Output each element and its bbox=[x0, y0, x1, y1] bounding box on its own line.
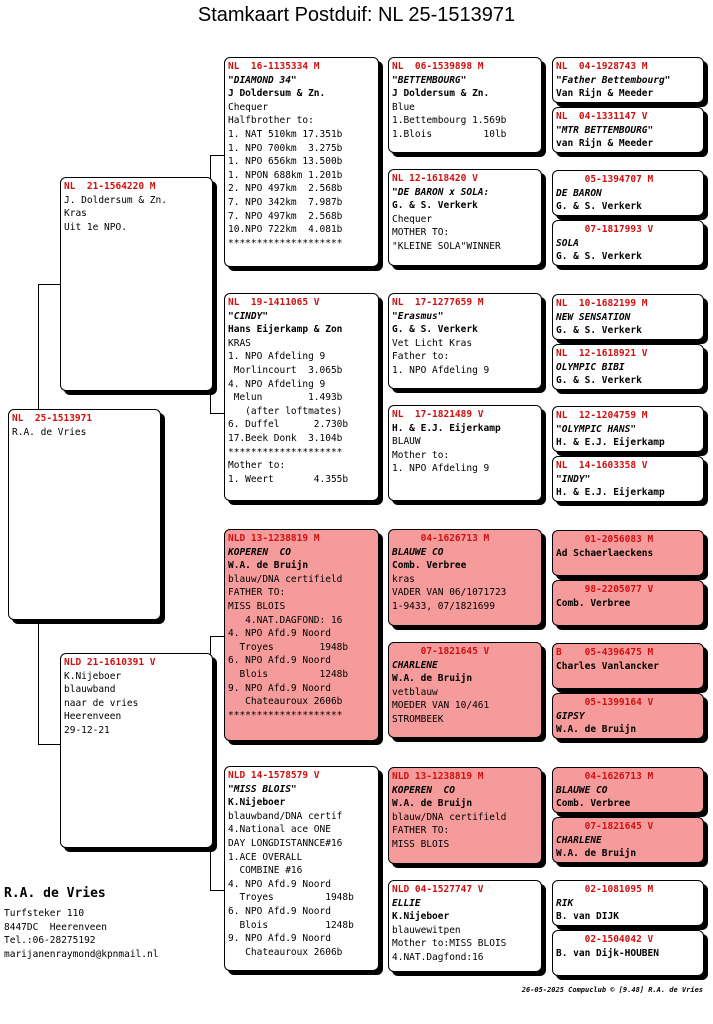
card-line: 9. NPO Afd.9 Noord bbox=[228, 682, 331, 694]
card-line: 1. NPO Afdeling 9 bbox=[392, 463, 490, 475]
card-line: OLYMPIC BIBI bbox=[556, 361, 625, 373]
ring-number: 04-1626713 M bbox=[392, 533, 490, 544]
card-line: G. & S. Verkerk bbox=[556, 251, 642, 263]
pedigree-card-dam-sire[interactable] bbox=[224, 529, 379, 741]
card-line: 1. Weert 4.355b bbox=[228, 473, 349, 485]
card-line: 17.Beek Donk 3.104b bbox=[228, 432, 343, 444]
card-line: K.Nijeboer bbox=[228, 797, 286, 809]
card-line: Blue bbox=[392, 101, 415, 113]
ring-number: 02-1081095 M bbox=[556, 884, 654, 895]
card-line: 4.NAT.Dagfond:16 bbox=[392, 951, 484, 963]
connector bbox=[38, 744, 60, 745]
card-line: STROMBEEK bbox=[392, 713, 444, 725]
ring-number: 04-1626713 M bbox=[556, 771, 654, 782]
ring-number: NL 17-1821489 V bbox=[392, 409, 484, 420]
card-line: 1. NPO Afdeling 9 bbox=[228, 351, 326, 363]
ring-number: NLD 21-1610391 V bbox=[64, 657, 156, 668]
card-line: KOPEREN CO bbox=[228, 546, 291, 558]
card-line: "DIAMOND 34" bbox=[228, 74, 297, 86]
card-line: Melun 1.493b bbox=[228, 392, 343, 404]
card-line: Kras bbox=[64, 208, 87, 220]
card-line: 6. NPO Afd.9 Noord bbox=[228, 905, 331, 917]
card-line: KRAS bbox=[228, 337, 251, 349]
card-line: KOPEREN CO bbox=[392, 784, 455, 796]
card-line: blauwband bbox=[64, 684, 116, 696]
ring-number: NLD 04-1527747 V bbox=[392, 884, 484, 895]
card-line: 9. NPO Afd.9 Noord bbox=[228, 933, 331, 945]
pedigree-card-ss-dam[interactable] bbox=[388, 169, 542, 266]
connector bbox=[38, 284, 60, 285]
pedigree-card-gen4[interactable] bbox=[552, 344, 704, 390]
card-line: 1.Blois 10lb bbox=[392, 128, 507, 140]
card-line: H. & E.J. Eijerkamp bbox=[556, 487, 665, 499]
card-line: ELLIE bbox=[392, 897, 421, 909]
card-line: "MISS BLOIS" bbox=[228, 783, 297, 795]
card-line: W.A. de Bruijn bbox=[392, 673, 473, 685]
card-line: (after loftmates) bbox=[228, 405, 343, 417]
ring-number: 98-2205077 V bbox=[556, 584, 654, 595]
card-line: W.A. de Bruijn bbox=[556, 848, 637, 860]
card-line: ******************** bbox=[228, 709, 343, 721]
card-line: kras bbox=[392, 573, 415, 585]
ring-number: 01-2056083 M bbox=[556, 534, 654, 545]
card-line: Father to: bbox=[392, 351, 450, 363]
card-line: BLAUWE CO bbox=[556, 784, 608, 796]
card-line: Van Rijn & Meeder bbox=[556, 88, 654, 100]
card-line: Blois 1248b bbox=[228, 919, 354, 931]
ring-number: NLD 14-1578579 V bbox=[228, 770, 320, 781]
ring-number: NL 04-1928743 M bbox=[556, 61, 648, 72]
page-title: Stamkaart Postduif: NL 25-1513971 bbox=[197, 4, 516, 26]
card-line: G. & S. Verkerk bbox=[556, 375, 642, 387]
ring-number: 05-1394707 M bbox=[556, 174, 654, 185]
ring-number: 07-1817993 V bbox=[556, 224, 654, 235]
owner-block bbox=[4, 886, 158, 961]
pedigree-card-gen4[interactable] bbox=[552, 817, 704, 863]
ring-number: NLD 13-1238819 M bbox=[228, 533, 320, 544]
card-line: FATHER TO: bbox=[228, 587, 286, 599]
card-line: Comb. Verbree bbox=[556, 798, 631, 810]
card-line: RIK bbox=[556, 897, 574, 909]
card-line: "Father Bettembourg" bbox=[556, 74, 671, 86]
card-line: "BETTEMBOURG" bbox=[392, 74, 467, 86]
card-line: NEW SENSATION bbox=[556, 311, 631, 323]
card-line: G. & S. Verkerk bbox=[556, 201, 642, 213]
card-line: Morlincourt 3.065b bbox=[228, 364, 343, 376]
card-line: van Rijn & Meeder bbox=[556, 138, 654, 150]
card-line: W.A. de Bruijn bbox=[556, 724, 637, 736]
card-line: Halfbrother to: bbox=[228, 115, 314, 127]
pedigree-card-gen4[interactable] bbox=[552, 170, 704, 216]
ring-number: NL 04-1331147 V bbox=[556, 111, 648, 122]
card-line: K.Nijeboer bbox=[64, 670, 122, 682]
card-line: 1. NPO 700km 3.275b bbox=[228, 142, 343, 154]
card-line: 7. NPO 497km 2.568b bbox=[228, 210, 343, 222]
card-line: 4. NPO Afdeling 9 bbox=[228, 378, 326, 390]
card-line: blauw/DNA certifield bbox=[392, 811, 507, 823]
pedigree-card-sire-dam[interactable] bbox=[224, 293, 379, 501]
card-line: 1. NPON 688km 1.201b bbox=[228, 169, 343, 181]
card-line: 6. Duffel 2.730b bbox=[228, 419, 349, 431]
connector bbox=[210, 636, 224, 637]
card-line: 1.Bettembourg 1.569b bbox=[392, 115, 507, 127]
card-line: 1. NPO Afdeling 9 bbox=[392, 364, 490, 376]
card-line: VADER VAN 06/1071723 bbox=[392, 587, 507, 599]
card-line: MOTHER TO: bbox=[392, 227, 450, 239]
card-line: COMBINE #16 bbox=[228, 865, 303, 877]
card-line: G. & S. Verkerk bbox=[392, 200, 478, 212]
card-line: Chequer bbox=[392, 213, 433, 225]
card-line: 4.NAT.DAGFOND: 16 bbox=[228, 614, 343, 626]
card-line: J. Doldersum & Zn. bbox=[64, 194, 167, 206]
card-line: 1. NAT 510km 17.351b bbox=[228, 128, 343, 140]
card-line: blauwewitpen bbox=[392, 924, 461, 936]
card-line: 1.ACE OVERALL bbox=[228, 851, 303, 863]
card-line: 1-9433, 07/1821699 bbox=[392, 600, 495, 612]
card-line: Chequer bbox=[228, 101, 269, 113]
connector bbox=[210, 890, 224, 891]
card-line: CHARLENE bbox=[392, 659, 438, 671]
pedigree-card-gen4[interactable] bbox=[552, 693, 704, 739]
card-line: Hans Eijerkamp & Zon bbox=[228, 324, 343, 336]
card-line: K.Nijeboer bbox=[392, 911, 450, 923]
card-line: FATHER TO: bbox=[392, 825, 450, 837]
ring-number: NL 17-1277659 M bbox=[392, 297, 484, 308]
pedigree-card-dam-dam[interactable] bbox=[224, 766, 379, 971]
card-line: "MTR BETTEMBOURG" bbox=[556, 124, 654, 136]
pedigree-card-gen4[interactable] bbox=[552, 580, 704, 626]
ring-number: B 05-4396475 M bbox=[556, 647, 654, 658]
pedigree-card-gen4[interactable] bbox=[552, 107, 704, 153]
card-line: DAY LONGDISTANNCE#16 bbox=[228, 837, 343, 849]
card-line: B. van DIJK bbox=[556, 911, 619, 923]
pedigree-card-ds-dam[interactable] bbox=[388, 642, 542, 738]
ring-number: NL 25-1513971 bbox=[12, 413, 93, 424]
card-line: Heerenveen bbox=[64, 711, 122, 723]
pedigree-card-gen4[interactable] bbox=[552, 406, 704, 452]
card-line: BLAUWE CO bbox=[392, 546, 444, 558]
pedigree-card-gen4[interactable] bbox=[552, 643, 704, 689]
ring-number: NL 12-1204759 M bbox=[556, 410, 648, 421]
pedigree-card-gen4[interactable] bbox=[552, 57, 704, 103]
card-line: 4. NPO Afd.9 Noord bbox=[228, 878, 331, 890]
card-line: DE BARON bbox=[556, 187, 602, 199]
ring-number: NL 06-1539898 M bbox=[392, 61, 484, 72]
card-line: Charles Vanlancker bbox=[556, 660, 659, 672]
card-line: "DE BARON x SOLA: bbox=[392, 186, 490, 198]
card-line: MISS BLOIS bbox=[228, 600, 286, 612]
card-line: J Doldersum & Zn. bbox=[228, 88, 326, 100]
card-line: SOLA bbox=[556, 237, 579, 249]
card-line: CHARLENE bbox=[556, 834, 602, 846]
pedigree-card-gen4[interactable] bbox=[552, 530, 704, 576]
card-line: "KLEINE SOLA"WINNER bbox=[392, 240, 501, 252]
card-line: Chateauroux 2606b bbox=[228, 696, 343, 708]
card-line: "CINDY" bbox=[228, 310, 269, 322]
card-line: blauw/DNA certifield bbox=[228, 573, 343, 585]
pedigree-card-ds-sire[interactable] bbox=[388, 529, 542, 626]
pedigree-card-dd-sire[interactable] bbox=[388, 767, 542, 864]
card-line: W.A. de Bruijn bbox=[392, 798, 473, 810]
card-line: 6. NPO Afd.9 Noord bbox=[228, 655, 331, 667]
card-line: 4.National ace ONE bbox=[228, 824, 331, 836]
pedigree-card-gen4[interactable] bbox=[552, 930, 704, 976]
card-line: "INDY" bbox=[556, 473, 591, 485]
card-line: MISS BLOIS bbox=[392, 838, 450, 850]
pedigree-card-sd-sire[interactable] bbox=[388, 293, 542, 389]
card-line: 4. NPO Afd.9 Noord bbox=[228, 628, 331, 640]
card-line: Mother to:MISS BLOIS bbox=[392, 938, 507, 950]
card-line: H. & E.J. Eijerkamp bbox=[556, 437, 665, 449]
card-line: "Erasmus" bbox=[392, 310, 444, 322]
ring-number: NL 16-1135334 M bbox=[228, 61, 320, 72]
card-line: "OLYMPIC HANS" bbox=[556, 423, 637, 435]
card-line: 1. NPO 656km 13.500b bbox=[228, 156, 343, 168]
ring-number: 07-1821645 V bbox=[556, 821, 654, 832]
card-line: Comb. Verbree bbox=[556, 597, 631, 609]
ring-number: NL 19-1411065 V bbox=[228, 297, 320, 308]
ring-number: NL 12-1618420 V bbox=[392, 173, 478, 184]
card-line: ******************** bbox=[228, 237, 343, 249]
card-line: vetblauw bbox=[392, 686, 438, 698]
card-line: Uit 1e NPO. bbox=[64, 221, 127, 233]
pedigree-card-subject[interactable] bbox=[8, 409, 161, 620]
ring-number: NLD 13-1238819 M bbox=[392, 771, 484, 782]
card-line: H. & E.J. Eijerkamp bbox=[392, 422, 501, 434]
card-line: Comb. Verbree bbox=[392, 560, 467, 572]
pedigree-card-sd-dam[interactable] bbox=[388, 405, 542, 501]
pedigree-card-sire[interactable] bbox=[60, 177, 213, 391]
card-line: Mother to: bbox=[392, 449, 450, 461]
owner-name: R.A. de Vries bbox=[4, 886, 106, 901]
card-line: W.A. de Bruijn bbox=[228, 560, 309, 572]
pedigree-card-gen4[interactable] bbox=[552, 456, 704, 502]
card-line: Chateauroux 2606b bbox=[228, 946, 343, 958]
card-line: ******************** bbox=[228, 446, 343, 458]
connector bbox=[210, 155, 224, 156]
pedigree-card-gen4[interactable] bbox=[552, 220, 704, 266]
footer-credit: 26-05-2025 Compuclub © [9.48] R.A. de Vries bbox=[521, 986, 703, 994]
owner-address: Turfsteker 110 bbox=[4, 908, 85, 919]
ring-number: NL 10-1682199 M bbox=[556, 298, 648, 309]
pedigree-card-gen4[interactable] bbox=[552, 294, 704, 340]
card-line: G. & S. Verkerk bbox=[556, 325, 642, 337]
card-line: Troyes 1948b bbox=[228, 892, 354, 904]
card-line: Troyes 1948b bbox=[228, 641, 349, 653]
pedigree-card-ss-sire[interactable] bbox=[388, 57, 542, 153]
pedigree-card-dd-dam[interactable] bbox=[388, 880, 542, 972]
card-line: Mother to: bbox=[228, 460, 286, 472]
pedigree-card-gen4[interactable] bbox=[552, 767, 704, 813]
ring-number: NL 21-1564220 M bbox=[64, 181, 156, 192]
owner-phone: Tel.:06-28275192 bbox=[4, 935, 96, 947]
ring-number: NL 12-1618921 V bbox=[556, 348, 648, 359]
owner-email[interactable]: marijanenraymond@kpnmail.nl bbox=[4, 948, 159, 960]
pedigree-card-gen4[interactable] bbox=[552, 880, 704, 926]
card-line: Blois 1248b bbox=[228, 668, 349, 680]
ring-number: 07-1821645 V bbox=[392, 646, 490, 657]
connector bbox=[210, 413, 224, 414]
owner-postcode: 8447DC Heerenveen bbox=[4, 921, 107, 933]
card-line: J Doldersum & Zn. bbox=[392, 88, 490, 100]
card-line: R.A. de Vries bbox=[12, 426, 87, 438]
pedigree-card-sire-sire[interactable] bbox=[224, 57, 379, 267]
card-line: 7. NPO 342km 7.987b bbox=[228, 196, 343, 208]
card-line: GIPSY bbox=[556, 710, 585, 722]
pedigree-card-dam[interactable] bbox=[60, 653, 213, 848]
card-line: 10.NPO 722km 4.081b bbox=[228, 224, 343, 236]
card-line: blauwband/DNA certif bbox=[228, 810, 343, 822]
card-line: G. & S. Verkerk bbox=[392, 324, 478, 336]
ring-number: 05-1399164 V bbox=[556, 697, 654, 708]
card-line: B. van Dijk-HOUBEN bbox=[556, 947, 659, 959]
card-line: Vet Licht Kras bbox=[392, 337, 473, 349]
card-line: 2. NPO 497km 2.568b bbox=[228, 183, 343, 195]
card-line: Ad Schaerlaeckens bbox=[556, 547, 654, 559]
ring-number: 02-1504042 V bbox=[556, 934, 654, 945]
ring-number: NL 14-1603358 V bbox=[556, 460, 648, 471]
card-line: naar de vries bbox=[64, 697, 139, 709]
card-line: 29-12-21 bbox=[64, 724, 110, 736]
card-line: BLAUW bbox=[392, 436, 421, 448]
card-line: MOEDER VAN 10/461 bbox=[392, 700, 490, 712]
